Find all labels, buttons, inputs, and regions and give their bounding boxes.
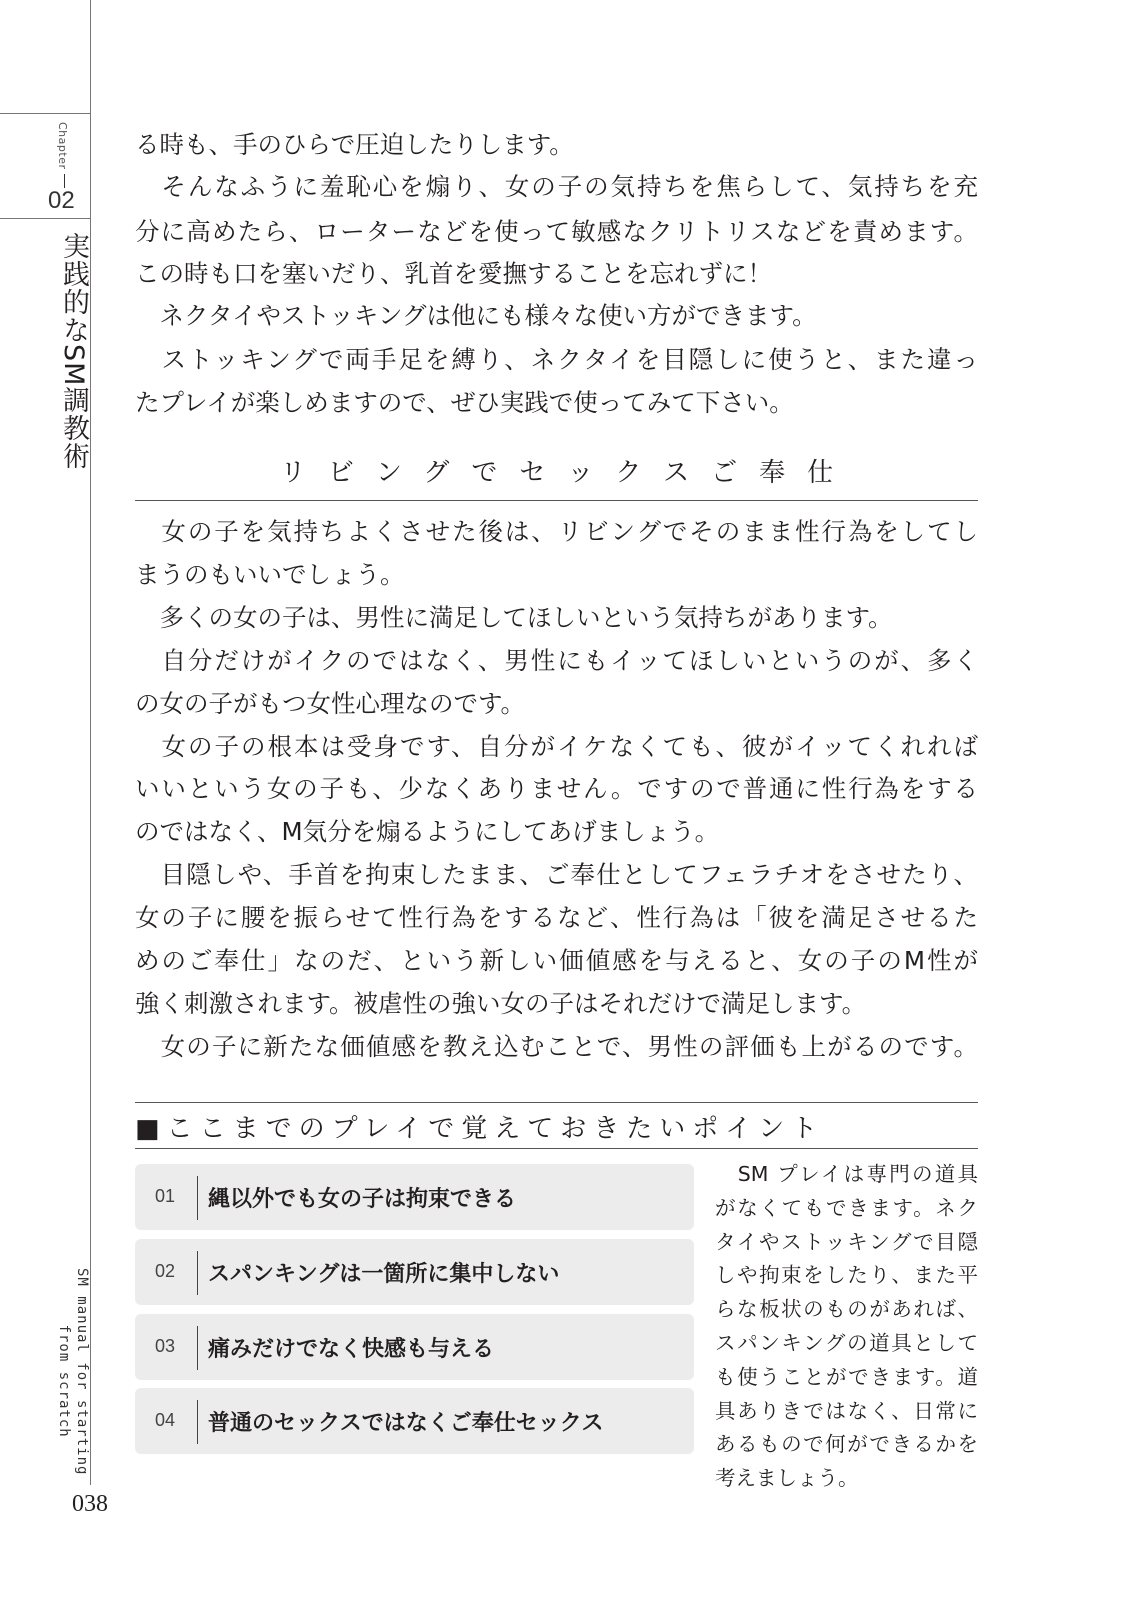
side-note-line: しや拘束をしたり、また平 <box>715 1263 978 1288</box>
body-line: 女の子を気持ちよくさせた後は、リビングでそのまま性行為をしてし <box>135 517 978 546</box>
point-divider <box>197 1176 198 1220</box>
point-text: 痛みだけでなく快感も与える <box>208 1337 495 1362</box>
body-line: この時も口を塞いだり、乳首を愛撫することを忘れずに！ <box>135 259 772 288</box>
section-rule <box>135 500 978 501</box>
point-divider <box>197 1326 198 1370</box>
side-note-line: スパンキングの道具として <box>715 1331 978 1355</box>
page-number: 038 <box>72 1491 108 1517</box>
point-divider <box>197 1251 198 1295</box>
body-line: の女の子がもつ女性心理なのです。 <box>135 688 526 718</box>
body-line: 強く刺激されます。被虐性の強い女の子はそれだけで満足します。 <box>135 988 867 1018</box>
chapter-tick <box>64 174 65 188</box>
point-text: スパンキングは一箇所に集中しない <box>208 1262 560 1287</box>
point-divider <box>197 1400 198 1444</box>
point-number: 04 <box>155 1410 176 1430</box>
chapter-number: 02 <box>48 187 75 214</box>
body-line: ネクタイやストッキングは他にも様々な使い方ができます。 <box>135 301 817 330</box>
side-note-line: あるもので何ができるかを <box>715 1432 978 1457</box>
body-line: めのご奉仕」なのだ、という新しい価値感を与えると、女の子のM性が <box>135 946 978 975</box>
side-note-line: らな板状のものがあれば、 <box>715 1297 978 1322</box>
point-item <box>135 1239 694 1305</box>
body-line: 目隠しや、手首を拘束したまま、ご奉仕としてフェラチオをさせたり、 <box>135 860 978 890</box>
body-line: 女の子に新たな価値感を教え込むことで、男性の評価も上がるのです。 <box>135 1031 978 1061</box>
body-line: まうのもいいでしょう。 <box>135 559 405 589</box>
side-note-line: 考えましょう。 <box>715 1466 859 1491</box>
body-line: 多くの女の子は、男性に満足してほしいという気持ちがあります。 <box>135 602 893 632</box>
point-number: 02 <box>155 1261 176 1281</box>
chapter-rule-top <box>0 113 90 114</box>
side-note-line: SM プレイは専門の道具 <box>715 1162 978 1186</box>
side-note-line: 具ありきではなく、日常に <box>715 1398 978 1423</box>
point-item <box>135 1388 694 1454</box>
points-rule-bottom <box>135 1148 978 1149</box>
body-line: 自分だけがイクのではなく、男性にもイッてほしいというのが、多く <box>135 645 978 675</box>
point-text: 普通のセックスではなくご奉仕セックス <box>208 1411 604 1436</box>
body-line: 女の子に腰を振らせて性行為をするなど、性行為は「彼を満足させるた <box>135 903 978 933</box>
points-rule-top <box>135 1102 978 1103</box>
section-heading: リビングでセックスご奉仕 <box>279 458 856 488</box>
body-line: 分に高めたら、ローターなどを使って敏感なクリトリスなどを責めます。 <box>135 217 978 246</box>
margin-rule <box>90 0 91 1485</box>
body-line: る時も、手のひらで圧迫したりします。 <box>135 130 574 159</box>
body-line: 女の子の根本は受身です、自分がイケなくても、彼がイッてくれれば <box>135 731 978 761</box>
side-note-line: タイやストッキングで目隠 <box>715 1229 978 1254</box>
side-note-line: も使うことができます。道 <box>715 1364 978 1389</box>
point-text: 縄以外でも女の子は拘束できる <box>208 1187 517 1212</box>
body-line: ストッキングで両手足を縛り、ネクタイを目隠しに使うと、また違っ <box>135 345 978 374</box>
point-number: 01 <box>155 1186 176 1206</box>
body-line: たプレイが楽しめますので、ぜひ実践で使ってみて下さい。 <box>135 388 794 417</box>
point-number: 03 <box>155 1336 176 1356</box>
chapter-label: Chapter <box>56 122 69 170</box>
side-note-line: がなくてもできます。ネク <box>715 1195 978 1220</box>
point-item <box>135 1314 694 1380</box>
point-item <box>135 1164 694 1230</box>
series-title: SM manual for starting from scratch <box>56 1268 90 1476</box>
body-line: いいという女の子も、少なくありません。ですので普通に性行為をする <box>135 774 978 804</box>
chapter-rule-bottom <box>0 218 90 219</box>
chapter-title: 実践的なSM調教術 <box>58 232 89 471</box>
body-line: そんなふうに羞恥心を煽り、女の子の気持ちを焦らして、気持ちを充 <box>135 172 978 201</box>
body-line: のではなく、M気分を煽るようにしてあげましょう。 <box>135 817 720 847</box>
points-heading: ■ここまでのプレイで覚えておきたいポイント <box>135 1114 825 1144</box>
